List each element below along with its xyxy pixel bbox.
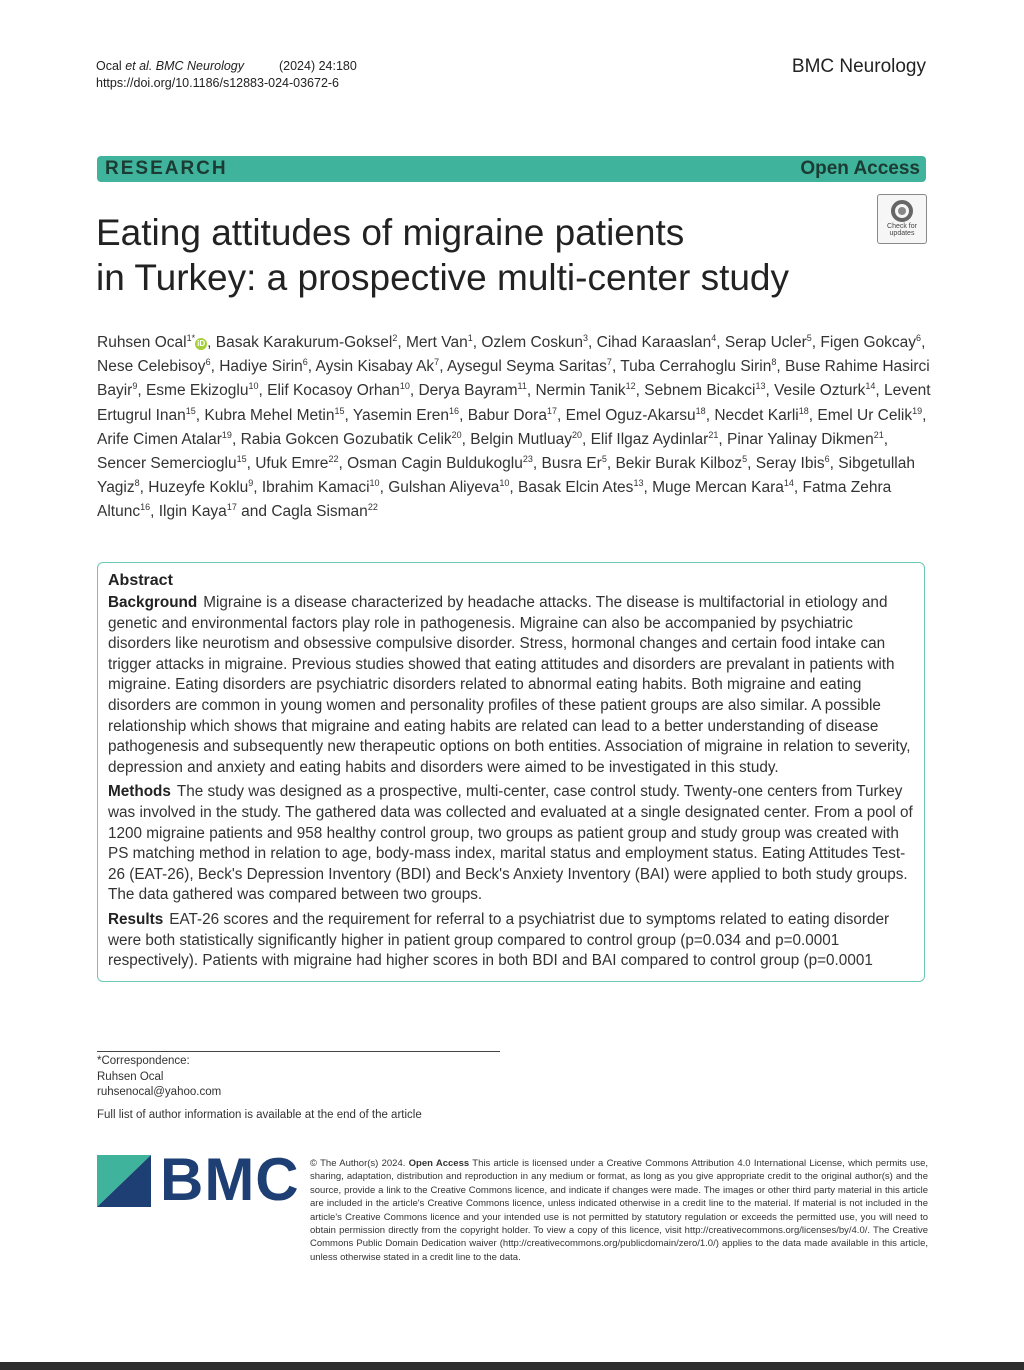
author-affiliation: 1* xyxy=(186,333,196,343)
author-entry: Gulshan Aliyeva$^{10}$, xyxy=(388,478,518,497)
author-affiliation: 5 xyxy=(601,454,607,465)
article-title xyxy=(96,210,856,300)
author-entry xyxy=(271,503,378,520)
author-affiliation: 16 xyxy=(449,405,460,416)
author-entry: Busra Er$^5$, xyxy=(541,454,616,473)
author-affiliation: 6 xyxy=(824,454,830,465)
author-name[interactable]: Serap Ucler xyxy=(724,334,807,351)
author-entry: Hadiye Sirin$^6$, xyxy=(219,357,316,376)
author-entry: Huzeyfe Koklu$^9$, xyxy=(148,478,262,497)
author-affiliation: 15 xyxy=(236,454,247,465)
author-affiliation: 9 xyxy=(132,381,138,392)
author-entry: Nese Celebisoy$^6$, xyxy=(97,357,220,376)
author-name[interactable]: Emel Oguz-Akarsu xyxy=(565,406,696,424)
correspondence-label: *Correspondence: xyxy=(97,1055,190,1067)
check-for-label: Check for xyxy=(887,223,917,230)
author-affiliation: 9 xyxy=(248,478,254,489)
author-entry: Belgin Mutluay$^{20}$, xyxy=(470,429,591,448)
author-name[interactable]: Nermin Tanik xyxy=(535,382,626,400)
title-line-1: Eating attitudes of migraine patients xyxy=(96,212,685,253)
author-entry: Esme Ekizoglu$^{10}$, xyxy=(145,381,268,400)
author-affiliation: 7 xyxy=(434,357,440,368)
author-affiliation: 19 xyxy=(221,429,232,440)
author-affiliation: 15 xyxy=(185,405,196,416)
author-name[interactable]: Pinar Yalinay Dikmen xyxy=(726,430,874,448)
bmc-logo-icon xyxy=(97,1155,151,1207)
author-name[interactable]: Cihad Karaaslan xyxy=(596,334,712,351)
author-entry: Levent Ertugrul Inan$^{15}$, xyxy=(97,382,931,424)
license-body: This article is licensed under a Creative Commons Attribution 4.0 International License, which permits use, sharing, adaptation, distribution and reproduction in any medium or format, as long as you give appropriate credit to the original author(s) and the source, provide a link to the Creative Commons licence, and indicate if changes were made. The images or other third party material in this article are included in the article's Creative Commons licence, unless indicated otherwise in a credit line to the material. If material is not included in the article's Creative Commons licence and your intended use is not permitted by statutory regulation or exceeds the permitted use, you will need to obtain permission directly from the copyright holder. To view a copy of this licence, visit http://creativecommons.org/licenses/by/4.0/. The Creative Commons Public Domain Dedication waiver (http://creativecommons.org/publicdomain/zero/1.0/) applies to the data made available in this article, unless otherwise stated in a credit line to the data. xyxy=(310,1158,929,1263)
full-author-info-note: Full list of author information is available at the end of the article xyxy=(97,1109,422,1121)
author-entry: Ilgin Kaya$^{17}$ and xyxy=(158,502,272,521)
section-label: RESEARCH xyxy=(105,158,228,179)
author-name[interactable]: Buse Rahime Hasirci Bayir xyxy=(97,358,930,400)
author-name[interactable]: Figen Gokcay xyxy=(820,334,917,351)
citation-header xyxy=(96,58,357,92)
orcid-icon[interactable]: iD xyxy=(197,339,206,348)
author-name[interactable]: Elif Kocasoy Orhan xyxy=(267,382,400,400)
citation-authors: Ocal xyxy=(96,59,122,73)
author-affiliation: 4 xyxy=(711,333,717,343)
author-entry: Tuba Cerrahoglu Sirin$^8$, xyxy=(620,357,785,376)
citation-journal: BMC Neurology xyxy=(155,59,245,73)
author-entry: Bekir Burak Kilboz$^5$, xyxy=(615,454,756,473)
crossmark-icon xyxy=(891,200,913,222)
author-entry: Yasemin Eren$^{16}$, xyxy=(352,405,468,424)
title-line-2: in Turkey: a prospective multi-center study xyxy=(96,257,790,298)
background-text: Migraine is a disease characterized by headache attacks. The disease is multifactorial in etiology and genetic and environmental factors play role in pathogenesis. Migraine can also be accompanied by psychiatric disorders like neurotism and obsessive compulsive disorder. Stress, hormonal changes and certain food intake can trigger attacks in migraine. Previous studies showed that eating attitudes and disorders are prevalant in patients with migraine. Eating disorders are psychiatric disorders related to abnormal eating habits. Both migraine and eating disorders are common in young women and personality profiles of these patient groups are also similar. A possible relationship which shows that migraine and eating habits are related can lead to a better understanding of disease pathogenesis and subsequently new therapeutic options on both entities. Association of migraine in relation to severity, depression and anxiety and eating habits and disorders were aimed to be investigated in this study. xyxy=(108,594,911,776)
correspondence-name: Ruhsen Ocal xyxy=(97,1070,164,1083)
author-list xyxy=(97,331,937,525)
author-name[interactable]: Kubra Mehel Metin xyxy=(204,406,335,424)
author-name[interactable]: Vesile Ozturk xyxy=(774,382,866,400)
author-name[interactable]: Osman Cagin Buldukoglu xyxy=(347,455,523,473)
author-entry: Cihad Karaaslan$^4$, xyxy=(596,333,725,351)
background-label: Background xyxy=(108,594,198,611)
abstract-results xyxy=(108,910,914,972)
author-entry: Kubra Mehel Metin$^{15}$, xyxy=(204,405,353,424)
viewer-bottom-bar xyxy=(0,1362,1024,1370)
author-name[interactable]: Belgin Mutluay xyxy=(470,430,572,448)
author-affiliation: 10 xyxy=(499,478,510,489)
author-entry: Rabia Gokcen Gozubatik Celik$^{20}$, xyxy=(240,429,471,448)
author-affiliation: 8 xyxy=(771,357,777,368)
author-affiliation: 10 xyxy=(399,381,410,392)
author-entry: Seray Ibis$^6$, xyxy=(755,454,839,473)
author-name[interactable]: Babur Dora xyxy=(467,406,547,424)
author-name[interactable]: Emel Ur Celik xyxy=(817,406,913,424)
author-affiliation: 19 xyxy=(912,405,923,416)
author-entry: Nermin Tanik$^{12}$, xyxy=(535,381,645,400)
author-affiliation: 3 xyxy=(583,333,589,343)
author-affiliation: 17 xyxy=(226,502,237,513)
section-banner xyxy=(97,156,926,182)
correspondence-block xyxy=(97,1054,221,1101)
author-name[interactable]: Sibgetullah Yagiz xyxy=(97,455,915,497)
copyright-year: © The Author(s) 2024. xyxy=(310,1158,406,1169)
author-name[interactable]: Ilgin Kaya xyxy=(158,503,227,521)
author-name[interactable]: Gulshan Aliyeva xyxy=(388,479,500,497)
author-name[interactable]: Muge Mercan Kara xyxy=(652,479,784,497)
author-affiliation: 5 xyxy=(742,454,748,465)
author-affiliation: 18 xyxy=(695,405,706,416)
author-entry: Necdet Karli$^{18}$, xyxy=(714,405,818,424)
methods-label: Methods xyxy=(108,783,171,801)
abstract-methods xyxy=(108,782,914,906)
author-name[interactable]: Tuba Cerrahoglu Sirin xyxy=(620,358,772,376)
author-entry: Fatma Zehra Altunc$^{16}$, xyxy=(97,479,892,521)
author-name[interactable]: Ibrahim Kamaci xyxy=(261,479,370,497)
author-name[interactable]: Arife Cimen Atalar xyxy=(97,430,222,448)
author-name[interactable]: Necdet Karli xyxy=(714,406,799,424)
author-name[interactable]: Busra Er xyxy=(541,455,602,473)
author-affiliation: 13 xyxy=(633,478,644,489)
author-entry: Elif Ilgaz Aydinlar$^{21}$, xyxy=(590,429,727,448)
author-name[interactable]: Mert Van xyxy=(405,334,468,351)
author-name[interactable]: Hadiye Sirin xyxy=(219,358,303,376)
author-name[interactable]: Huzeyfe Koklu xyxy=(148,479,249,497)
author-affiliation: 17 xyxy=(546,405,557,416)
author-entry: Sibgetullah Yagiz$^8$, xyxy=(97,455,915,497)
author-name[interactable]: Aysin Kisabay Ak xyxy=(315,358,435,376)
author-entry: Muge Mercan Kara$^{14}$, xyxy=(652,478,803,497)
author-entry: Elif Kocasoy Orhan$^{10}$, xyxy=(267,381,419,400)
correspondence-email[interactable]: ruhsenocal@yahoo.com xyxy=(97,1086,222,1098)
author-entry: Arife Cimen Atalar$^{19}$, xyxy=(97,429,241,448)
author-name[interactable]: Fatma Zehra Altunc xyxy=(97,479,892,521)
author-entry: Vesile Ozturk$^{14}$, xyxy=(774,381,885,400)
author-name[interactable]: Rabia Gokcen Gozubatik Celik xyxy=(240,430,452,448)
author-affiliation: 13 xyxy=(755,381,766,392)
author-entry: Figen Gokcay$^6$, xyxy=(820,333,926,351)
author-affiliation: 20 xyxy=(571,429,582,440)
author-name[interactable]: Ozlem Coskun xyxy=(481,334,584,351)
author-entry: Basak Elcin Ates$^{13}$, xyxy=(517,478,653,497)
author-entry: Ruhsen Ocal$^{1*}$iD , xyxy=(97,333,216,351)
author-entry: Sebnem Bicakci$^{13}$, xyxy=(644,381,775,400)
author-entry: Pinar Yalinay Dikmen$^{21}$, xyxy=(726,429,889,448)
abstract-heading: Abstract xyxy=(108,572,173,589)
bmc-logo-text: BMC xyxy=(160,1146,300,1213)
author-affiliation: 18 xyxy=(798,405,809,416)
author-affiliation: 6 xyxy=(205,357,211,368)
author-affiliation: 21 xyxy=(708,429,719,440)
author-affiliation: 10 xyxy=(248,381,259,392)
results-text: EAT-26 scores and the requirement for referral to a psychiatrist due to symptoms related to eating disorder were both statistically significantly higher in patient group compared to control group (p=0.034 and p=0.0001 respectively). Patients with migraine had higher scores in both BDI and BAI compared to control group (p=0.0001 xyxy=(108,910,890,970)
author-affiliation: 22 xyxy=(367,502,378,513)
author-affiliation: 22 xyxy=(328,454,339,465)
author-affiliation: 10 xyxy=(369,478,380,489)
author-entry: Derya Bayram$^{11}$, xyxy=(418,381,536,400)
author-affiliation: 1 xyxy=(467,333,473,343)
author-entry: Basak Karakurum-Goksel$^2$, xyxy=(215,333,406,351)
author-name[interactable]: Levent Ertugrul Inan xyxy=(97,382,931,424)
author-affiliation: 12 xyxy=(625,381,636,392)
author-entry: Ozlem Coskun$^3$, xyxy=(481,333,597,351)
author-affiliation: 6 xyxy=(302,357,308,368)
abstract-box xyxy=(97,562,925,982)
citation-etal: et al. xyxy=(125,59,153,73)
author-entry: Babur Dora$^{17}$, xyxy=(467,405,566,424)
author-affiliation: 11 xyxy=(517,381,527,392)
author-name[interactable]: Basak Karakurum-Goksel xyxy=(215,334,393,351)
author-name[interactable]: Esme Ekizoglu xyxy=(145,382,249,400)
check-for-updates-button[interactable] xyxy=(877,194,927,244)
author-name[interactable]: Cagla Sisman xyxy=(271,503,368,521)
author-entry: Sencer Semercioglu$^{15}$, xyxy=(97,454,256,473)
author-name[interactable]: Bekir Burak Kilboz xyxy=(615,455,743,473)
author-name[interactable]: Elif Ilgaz Aydinlar xyxy=(590,430,709,448)
author-name[interactable]: Seray Ibis xyxy=(755,455,825,473)
author-affiliation: 15 xyxy=(334,405,345,416)
author-name[interactable]: Sencer Semercioglu xyxy=(97,455,237,473)
author-entry: Serap Ucler$^5$, xyxy=(724,333,821,351)
author-entry: Ufuk Emre$^{22}$, xyxy=(255,454,348,473)
author-entry: Ibrahim Kamaci$^{10}$, xyxy=(261,478,389,497)
author-affiliation: 20 xyxy=(451,429,462,440)
author-affiliation: 5 xyxy=(806,333,812,343)
footnote-divider xyxy=(97,1051,500,1052)
author-affiliation: 6 xyxy=(916,333,922,343)
author-affiliation: 16 xyxy=(140,502,151,513)
doi-link[interactable]: https://doi.org/10.1186/s12883-024-03672-6 xyxy=(96,76,340,90)
license-open-access: Open Access xyxy=(408,1158,470,1169)
author-affiliation: 21 xyxy=(873,429,884,440)
license-text xyxy=(310,1157,928,1264)
author-affiliation: 14 xyxy=(865,381,876,392)
open-access-label: Open Access xyxy=(800,158,920,179)
updates-label: updates xyxy=(889,230,915,237)
author-name[interactable]: Sebnem Bicakci xyxy=(644,382,756,400)
author-name[interactable]: Nese Celebisoy xyxy=(97,358,206,376)
results-label: Results xyxy=(108,910,164,928)
author-entry: Mert Van$^1$, xyxy=(405,333,482,351)
author-affiliation: 14 xyxy=(783,478,794,489)
journal-name: BMC Neurology xyxy=(791,56,926,77)
author-entry: Emel Ur Celik$^{19}$, xyxy=(817,405,927,424)
author-affiliation: 7 xyxy=(606,357,612,368)
author-entry: Buse Rahime Hasirci Bayir$^9$, xyxy=(97,358,930,400)
author-affiliation: 8 xyxy=(134,478,140,489)
author-entry: Aysegul Seyma Saritas$^7$, xyxy=(446,357,621,376)
citation-year-volume: (2024) 24:180 xyxy=(278,59,357,73)
author-entry: Aysin Kisabay Ak$^7$, xyxy=(315,357,447,376)
author-name[interactable]: Yasemin Eren xyxy=(352,406,450,424)
author-name[interactable]: Basak Elcin Ates xyxy=(517,479,634,497)
citation-line xyxy=(96,58,357,75)
author-affiliation: 23 xyxy=(522,454,533,465)
methods-text: The study was designed as a prospective, multi-center, case control study. Twenty-one centers from Turkey was involved in the study. The gathered data was collected and evaluated at a single designated center. From a pool of 1200 migraine patients and 958 healthy control group, two groups as patient group and study group was created with PS matching method in relation to age, body-mass index, marital status and employment status. Eating Attitudes Test-26 (EAT-26), Beck's Depression Inventory (BDI) and Beck's Anxiety Inventory (BAI) were applied to both study groups. The data gathered was compared between two groups. xyxy=(108,783,913,904)
author-entry: Emel Oguz-Akarsu$^{18}$, xyxy=(565,405,715,424)
author-name[interactable]: Ruhsen Ocal xyxy=(97,334,187,351)
author-name[interactable]: Derya Bayram xyxy=(418,382,518,400)
author-name[interactable]: Aysegul Seyma Saritas xyxy=(446,358,607,376)
author-entry: Osman Cagin Buldukoglu$^{23}$, xyxy=(347,454,542,473)
author-name[interactable]: Ufuk Emre xyxy=(255,455,329,473)
author-affiliation: 2 xyxy=(392,333,398,343)
abstract-background xyxy=(108,593,914,778)
